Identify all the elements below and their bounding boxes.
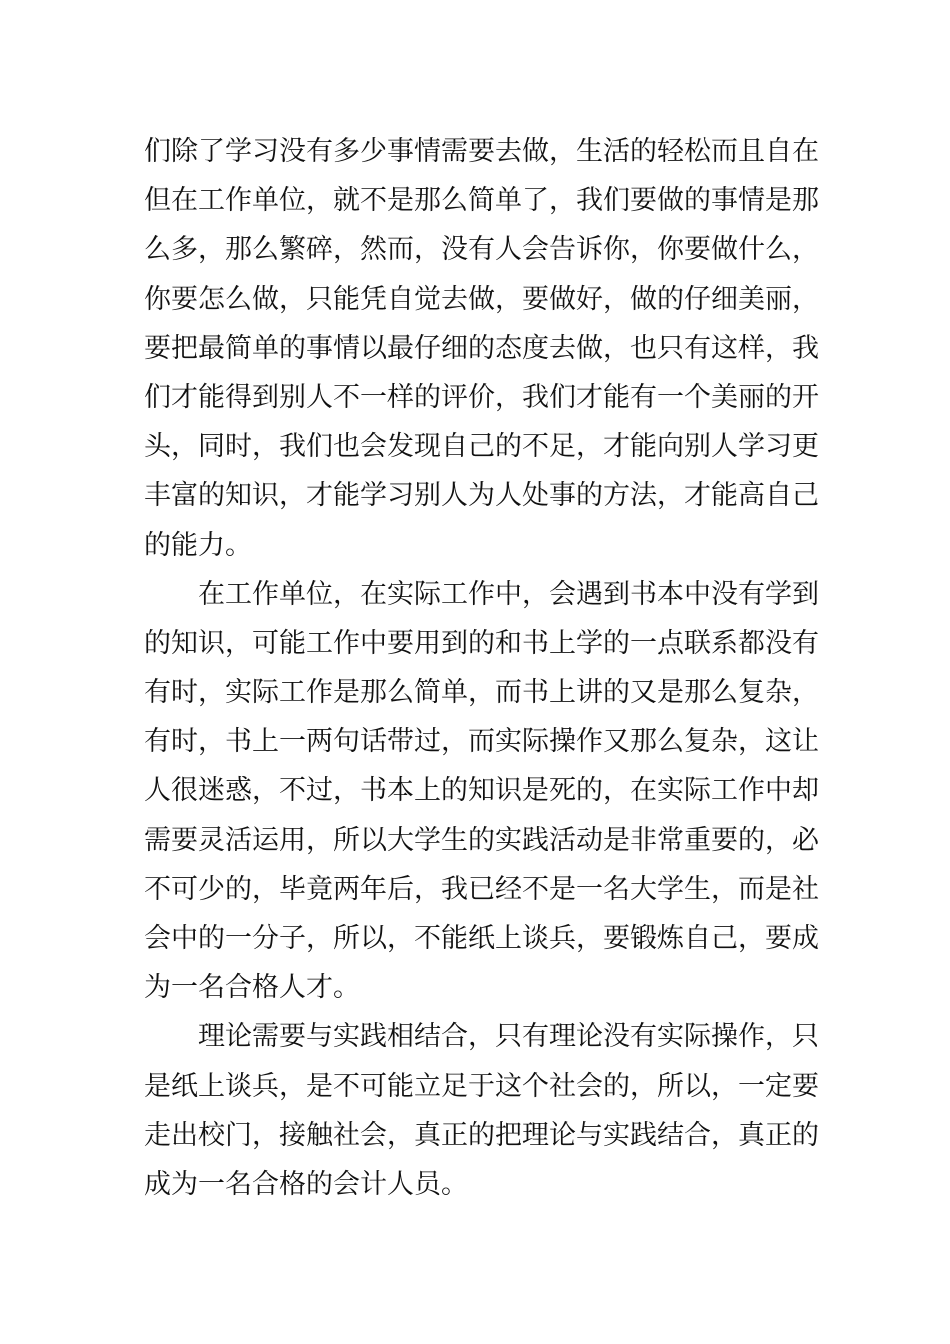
- text-line: 是纸上谈兵，是不可能立足于这个社会的，所以，一定要: [144, 1070, 819, 1102]
- text-line: 们除了学习没有多少事情需要去做，生活的轻松而且自在: [144, 136, 819, 167]
- paragraph-3: [144, 1012, 819, 1209]
- text-line: 有时，实际工作是那么简单，而书上讲的又是那么复杂，: [144, 677, 819, 709]
- text-line: 为一名合格人才。: [144, 972, 360, 1004]
- text-line: 理论需要与实践相结合，只有理论没有实际操作，只: [198, 1021, 819, 1053]
- text-line: 要把最简单的事情以最仔细的态度去做，也只有这样，我: [144, 332, 819, 364]
- paragraph-2: [144, 570, 819, 1013]
- text-line: 需要灵活运用，所以大学生的实践活动是非常重要的，必: [144, 824, 819, 856]
- text-line: 么多，那么繁碎，然而，没有人会告诉你，你要做什么，: [144, 234, 819, 266]
- text-line: 但在工作单位，就不是那么简单了，我们要做的事情是那: [144, 185, 819, 217]
- text-line: 头，同时，我们也会发现自己的不足，才能向别人学习更: [144, 431, 819, 463]
- text-line: 走出校门，接触社会，真正的把理论与实践结合，真正的: [144, 1119, 819, 1151]
- text-line: 们才能得到别人不一样的评价，我们才能有一个美丽的开: [144, 381, 819, 413]
- paragraph-1: [144, 127, 819, 570]
- text-line: 有时，书上一两句话带过，而实际操作又那么复杂，这让: [144, 726, 819, 758]
- text-line: 人很迷惑，不过，书本上的知识是死的，在实际工作中却: [144, 775, 819, 807]
- text-line: 会中的一分子，所以，不能纸上谈兵，要锻炼自己，要成: [144, 923, 819, 954]
- text-line: 成为一名合格的会计人员。: [144, 1168, 468, 1200]
- text-line: 的知识，可能工作中要用到的和书上学的一点联系都没有: [144, 627, 819, 659]
- document-body: [144, 127, 819, 1209]
- text-line: 丰富的知识，才能学习别人为人处事的方法，才能高自己: [144, 480, 819, 512]
- text-line: 在工作单位，在实际工作中，会遇到书本中没有学到: [198, 578, 819, 610]
- text-line: 的能力。: [144, 529, 252, 561]
- text-line: 你要怎么做，只能凭自觉去做，要做好，做的仔细美丽，: [144, 283, 819, 315]
- text-line: 不可少的，毕竟两年后，我已经不是一名大学生，而是社: [144, 873, 819, 905]
